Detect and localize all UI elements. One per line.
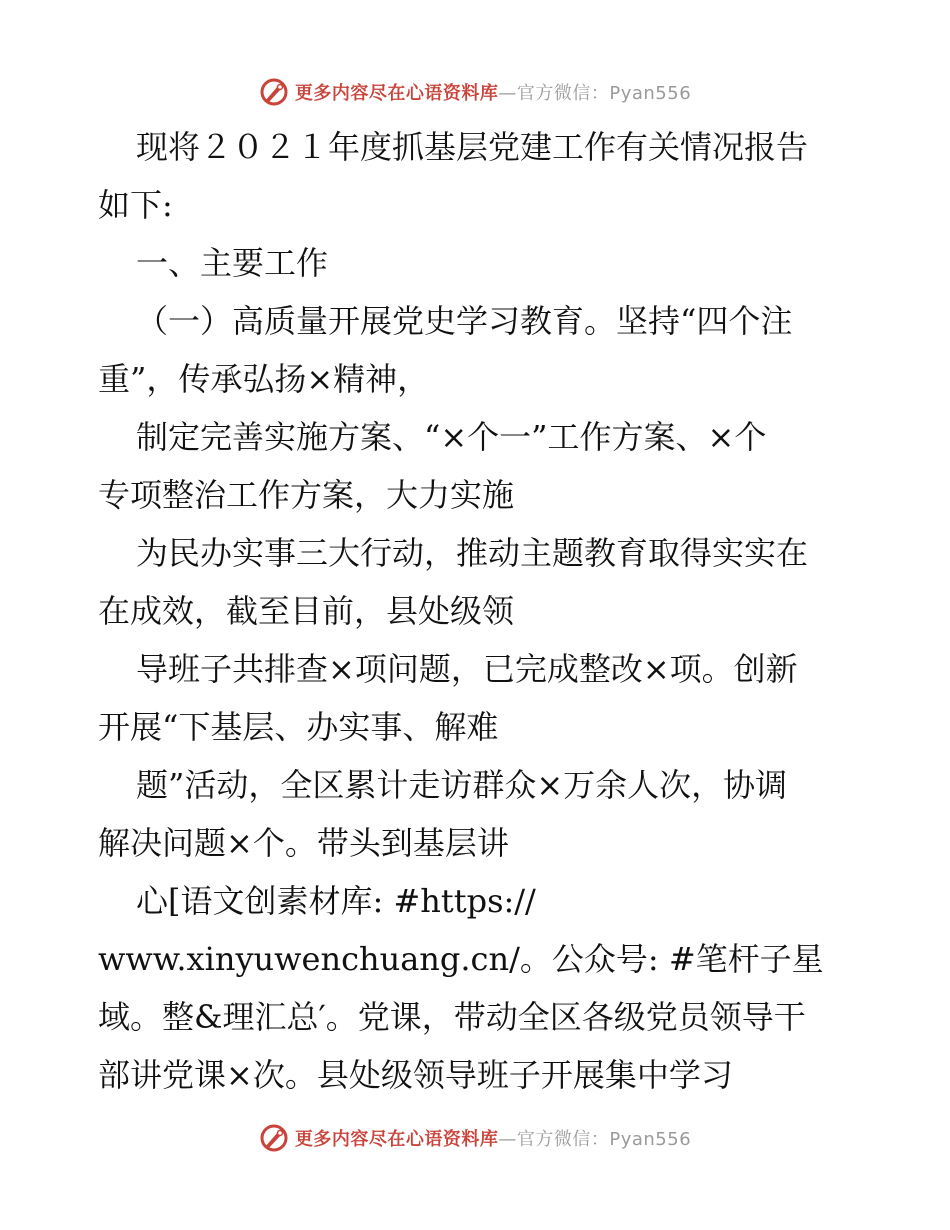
- pen-in-circle-icon: [259, 77, 289, 107]
- body-line: 部讲党课×次。县处级领导班子开展集中学习: [98, 1056, 733, 1094]
- body-line: www.xinyuwenchuang.cn/。公众号: #笔杆子星: [98, 940, 824, 978]
- body-line: 现将２０２１年度抓基层党建工作有关情况报告: [136, 128, 809, 166]
- body-line: 开展“下基层、办实事、解难: [98, 708, 499, 746]
- watermark-banner-top: [0, 72, 950, 112]
- watermark-main-text: 更多内容尽在心语资料库: [294, 1129, 499, 1150]
- body-line: 制定完善实施方案、“×个一”工作方案、×个: [136, 418, 767, 456]
- body-line: 解决问题×个。带头到基层讲: [98, 824, 509, 862]
- body-line: 题”活动，全区累计走访群众×万余人次，协调: [136, 766, 788, 804]
- watermark-separator: —: [498, 83, 517, 104]
- document-body: [98, 118, 858, 1104]
- watermark-main-text: 更多内容尽在心语资料库: [294, 83, 499, 104]
- body-line: （一）高质量开展党史学习教育。坚持“四个注: [136, 302, 793, 340]
- watermark-secondary-text: 官方微信：Pyan556: [516, 1129, 692, 1150]
- watermark-separator: —: [498, 1129, 517, 1150]
- body-line: 导班子共排查×项问题，已完成整改×项。创新: [136, 650, 798, 688]
- body-line: 为民办实事三大行动，推动主题教育取得实实在: [136, 534, 809, 572]
- body-line: 如下:: [98, 186, 173, 224]
- watermark-secondary-text: 官方微信：Pyan556: [516, 83, 692, 104]
- pen-in-circle-icon: [259, 1123, 289, 1153]
- body-line: 专项整治工作方案，大力实施: [98, 476, 515, 514]
- body-line: 心[语文创素材库: #https://: [136, 882, 536, 920]
- section-heading: 一、主要工作: [136, 244, 329, 282]
- watermark-banner-bottom: [0, 1118, 950, 1158]
- body-line: 域。整&理汇总′。党课，带动全区各级党员领导干: [98, 998, 806, 1036]
- body-line: 在成效，截至目前，县处级领: [98, 592, 515, 630]
- body-line: 重”，传承弘扬×精神，: [98, 360, 430, 398]
